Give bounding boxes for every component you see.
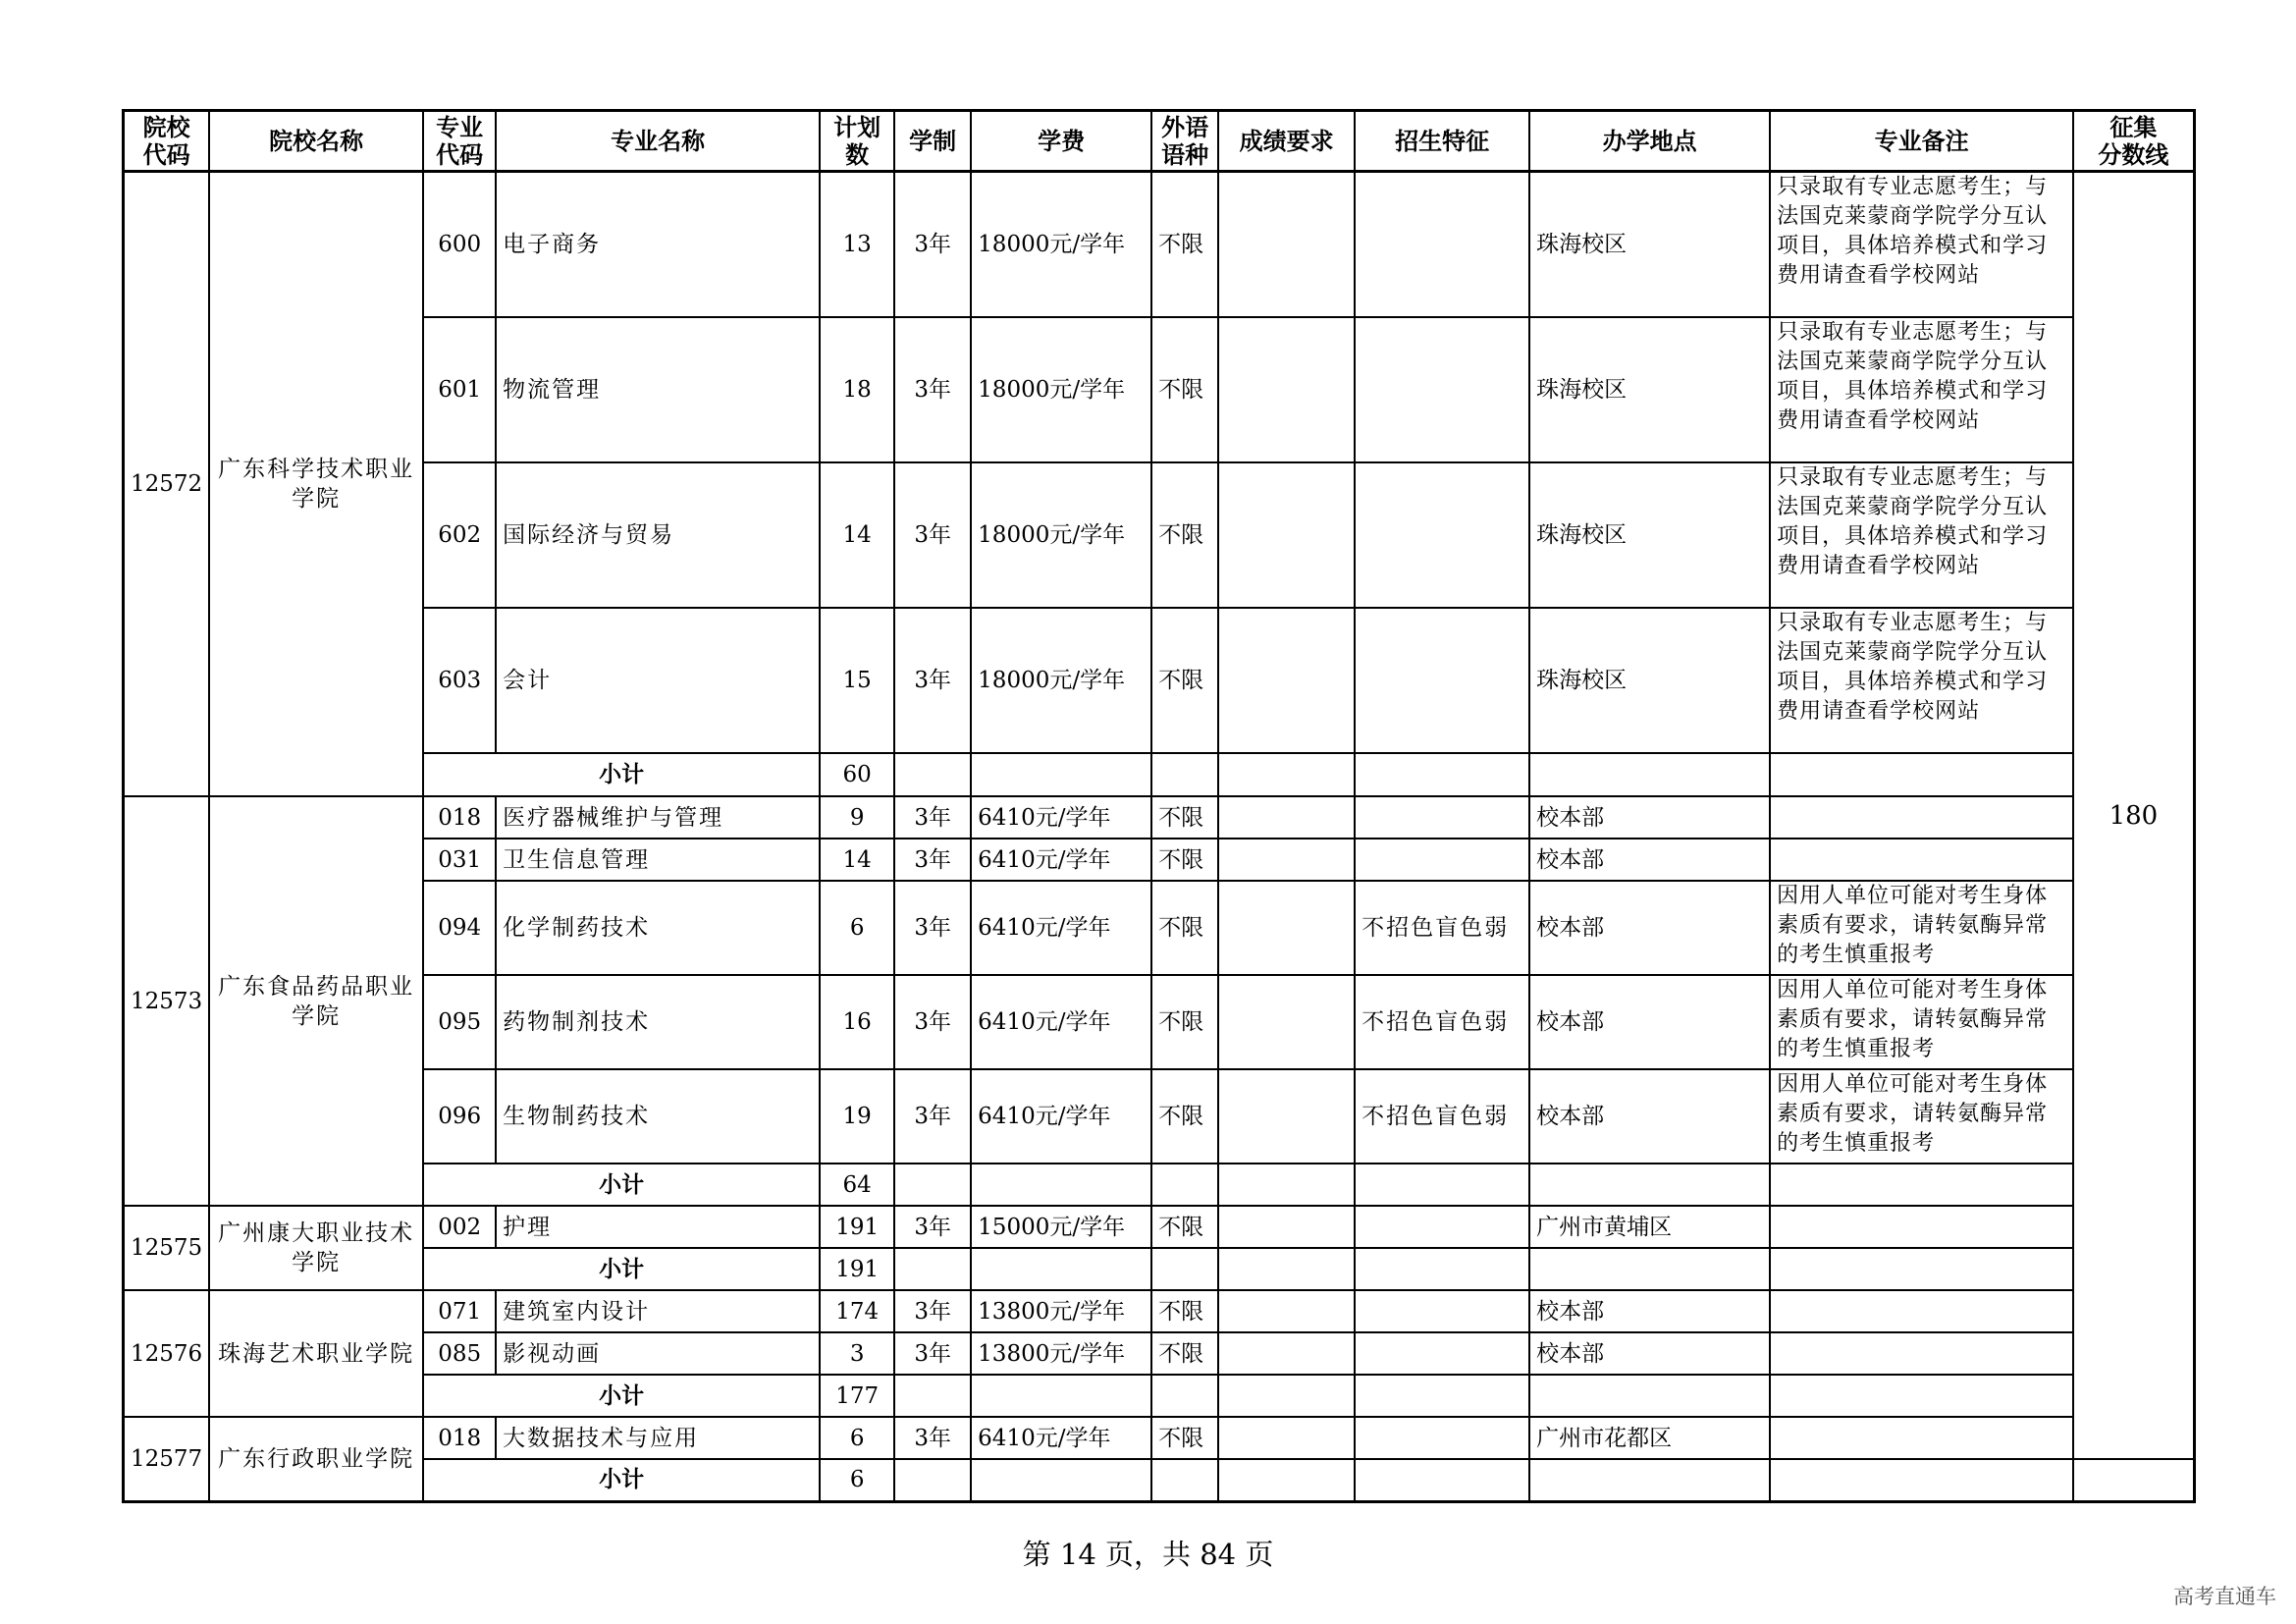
fee: 18000元/学年 [971, 317, 1151, 462]
subtotal-row [124, 1164, 2195, 1206]
features [1355, 1290, 1529, 1332]
school-code: 12576 [124, 1290, 210, 1417]
subtotal-row [124, 1375, 2195, 1417]
major-note: 因用人单位可能对考生身体素质有要求，请转氨酶异常的考生慎重报考 [1770, 1069, 2073, 1164]
table-row [124, 608, 2195, 753]
language: 不限 [1151, 839, 1218, 881]
score-requirement [1218, 1069, 1355, 1164]
plan-count: 19 [820, 1069, 894, 1164]
score-requirement [1218, 881, 1355, 975]
plan-count: 6 [820, 881, 894, 975]
major-name: 药物制剂技术 [496, 975, 820, 1069]
score-requirement [1218, 839, 1355, 881]
plan-count: 191 [820, 1206, 894, 1248]
page-number: 第 14 页，共 84 页 [1022, 1538, 1274, 1571]
subtotal-value: 6 [820, 1459, 894, 1501]
school-name: 广东行政职业学院 [209, 1417, 423, 1501]
years: 3年 [894, 1290, 971, 1332]
plan-count: 18 [820, 317, 894, 462]
features [1355, 1332, 1529, 1375]
subtotal-label: 小计 [423, 1248, 820, 1290]
language: 不限 [1151, 796, 1218, 839]
plan-count: 3 [820, 1332, 894, 1375]
header-score-requirement: 成绩要求 [1218, 111, 1355, 172]
features: 不招色盲色弱 [1355, 975, 1529, 1069]
subtotal-label: 小计 [423, 1164, 820, 1206]
school-code: 12575 [124, 1206, 210, 1290]
features: 不招色盲色弱 [1355, 1069, 1529, 1164]
table-row [124, 839, 2195, 881]
header-major-name: 专业名称 [496, 111, 820, 172]
school-name: 广州康大职业技术学院 [209, 1206, 423, 1290]
table-row [124, 1069, 2195, 1164]
features [1355, 317, 1529, 462]
major-note [1770, 1332, 2073, 1375]
major-note: 只录取有专业志愿考生；与法国克莱蒙商学院学分互认项目，具体培养模式和学习费用请查看学校网站 [1770, 608, 2073, 753]
years: 3年 [894, 317, 971, 462]
fee: 6410元/学年 [971, 881, 1151, 975]
subtotal-value: 60 [820, 753, 894, 796]
major-code: 095 [423, 975, 496, 1069]
major-name: 护理 [496, 1206, 820, 1248]
school-name: 广东食品药品职业学院 [209, 796, 423, 1206]
fee: 18000元/学年 [971, 462, 1151, 608]
table-row [124, 881, 2195, 975]
subtotal-label: 小计 [423, 1459, 820, 1501]
location: 珠海校区 [1529, 172, 1770, 318]
major-code: 018 [423, 1417, 496, 1459]
major-note [1770, 1206, 2073, 1248]
language: 不限 [1151, 1290, 1218, 1332]
school-code: 12572 [124, 172, 210, 797]
major-note: 只录取有专业志愿考生；与法国克莱蒙商学院学分互认项目，具体培养模式和学习费用请查看学校网站 [1770, 462, 2073, 608]
location: 校本部 [1529, 1332, 1770, 1375]
plan-count: 16 [820, 975, 894, 1069]
header-notes: 专业备注 [1770, 111, 2073, 172]
table-row [124, 975, 2195, 1069]
header-cutoff: 征集 分数线 [2073, 111, 2194, 172]
major-note [1770, 796, 2073, 839]
fee: 6410元/学年 [971, 796, 1151, 839]
major-code: 601 [423, 317, 496, 462]
cutoff-score: 180 [2073, 172, 2194, 1460]
score-requirement [1218, 608, 1355, 753]
location: 珠海校区 [1529, 462, 1770, 608]
subtotal-value: 64 [820, 1164, 894, 1206]
fee: 15000元/学年 [971, 1206, 1151, 1248]
fee: 18000元/学年 [971, 608, 1151, 753]
location: 校本部 [1529, 1069, 1770, 1164]
score-requirement [1218, 1206, 1355, 1248]
major-code: 002 [423, 1206, 496, 1248]
major-note [1770, 1417, 2073, 1459]
features [1355, 796, 1529, 839]
plan-count: 6 [820, 1417, 894, 1459]
location: 校本部 [1529, 839, 1770, 881]
major-name: 建筑室内设计 [496, 1290, 820, 1332]
major-code: 085 [423, 1332, 496, 1375]
location: 校本部 [1529, 1290, 1770, 1332]
table-row [124, 1206, 2195, 1248]
plan-count: 15 [820, 608, 894, 753]
fee: 6410元/学年 [971, 839, 1151, 881]
features [1355, 462, 1529, 608]
features [1355, 839, 1529, 881]
features: 不招色盲色弱 [1355, 881, 1529, 975]
score-requirement [1218, 1332, 1355, 1375]
header-school-code: 院校 代码 [124, 111, 210, 172]
language: 不限 [1151, 881, 1218, 975]
header-school-name: 院校名称 [209, 111, 423, 172]
score-requirement [1218, 462, 1355, 608]
major-name: 影视动画 [496, 1332, 820, 1375]
plan-count: 174 [820, 1290, 894, 1332]
years: 3年 [894, 839, 971, 881]
features [1355, 1206, 1529, 1248]
major-code: 602 [423, 462, 496, 608]
subtotal-label: 小计 [423, 753, 820, 796]
years: 3年 [894, 975, 971, 1069]
language: 不限 [1151, 608, 1218, 753]
major-name: 会计 [496, 608, 820, 753]
table-row [124, 462, 2195, 608]
subtotal-value: 177 [820, 1375, 894, 1417]
location: 广州市黄埔区 [1529, 1206, 1770, 1248]
fee: 6410元/学年 [971, 975, 1151, 1069]
major-name: 大数据技术与应用 [496, 1417, 820, 1459]
language: 不限 [1151, 1206, 1218, 1248]
table-row [124, 317, 2195, 462]
fee: 13800元/学年 [971, 1332, 1151, 1375]
major-note: 只录取有专业志愿考生；与法国克莱蒙商学院学分互认项目，具体培养模式和学习费用请查看学校网站 [1770, 172, 2073, 318]
score-requirement [1218, 1290, 1355, 1332]
score-requirement [1218, 317, 1355, 462]
major-code: 018 [423, 796, 496, 839]
major-name: 医疗器械维护与管理 [496, 796, 820, 839]
header-plan: 计划 数 [820, 111, 894, 172]
score-requirement [1218, 1417, 1355, 1459]
major-name: 物流管理 [496, 317, 820, 462]
school-code: 12573 [124, 796, 210, 1206]
years: 3年 [894, 1069, 971, 1164]
language: 不限 [1151, 317, 1218, 462]
table-row [124, 172, 2195, 318]
table-row [124, 1417, 2195, 1459]
major-name: 电子商务 [496, 172, 820, 318]
years: 3年 [894, 172, 971, 318]
years: 3年 [894, 881, 971, 975]
years: 3年 [894, 1417, 971, 1459]
major-code: 603 [423, 608, 496, 753]
language: 不限 [1151, 172, 1218, 318]
years: 3年 [894, 796, 971, 839]
school-code: 12577 [124, 1417, 210, 1501]
language: 不限 [1151, 1332, 1218, 1375]
major-name: 生物制药技术 [496, 1069, 820, 1164]
fee: 6410元/学年 [971, 1069, 1151, 1164]
school-name: 广东科学技术职业学院 [209, 172, 423, 797]
watermark: 高考直通车 [2173, 1585, 2276, 1608]
major-note [1770, 1290, 2073, 1332]
table-header-row [124, 111, 2195, 172]
subtotal-row [124, 753, 2195, 796]
years: 3年 [894, 1332, 971, 1375]
location: 校本部 [1529, 796, 1770, 839]
header-language: 外语 语种 [1151, 111, 1218, 172]
language: 不限 [1151, 462, 1218, 608]
location: 广州市花都区 [1529, 1417, 1770, 1459]
major-code: 096 [423, 1069, 496, 1164]
fee: 13800元/学年 [971, 1290, 1151, 1332]
language: 不限 [1151, 1069, 1218, 1164]
location: 校本部 [1529, 975, 1770, 1069]
major-name: 国际经济与贸易 [496, 462, 820, 608]
major-code: 600 [423, 172, 496, 318]
years: 3年 [894, 462, 971, 608]
major-name: 化学制药技术 [496, 881, 820, 975]
score-requirement [1218, 975, 1355, 1069]
header-major-code: 专业 代码 [423, 111, 496, 172]
plan-count: 13 [820, 172, 894, 318]
header-fee: 学费 [971, 111, 1151, 172]
features [1355, 172, 1529, 318]
fee: 18000元/学年 [971, 172, 1151, 318]
features [1355, 608, 1529, 753]
location: 珠海校区 [1529, 317, 1770, 462]
subtotal-row [124, 1248, 2195, 1290]
major-name: 卫生信息管理 [496, 839, 820, 881]
admission-plan-table [122, 109, 2196, 1503]
major-note: 因用人单位可能对考生身体素质有要求，请转氨酶异常的考生慎重报考 [1770, 975, 2073, 1069]
years: 3年 [894, 1206, 971, 1248]
plan-count: 9 [820, 796, 894, 839]
school-name: 珠海艺术职业学院 [209, 1290, 423, 1417]
score-requirement [1218, 796, 1355, 839]
features [1355, 1417, 1529, 1459]
language: 不限 [1151, 975, 1218, 1069]
table-row [124, 1290, 2195, 1332]
location: 珠海校区 [1529, 608, 1770, 753]
subtotal-label: 小计 [423, 1375, 820, 1417]
major-code: 094 [423, 881, 496, 975]
plan-count: 14 [820, 839, 894, 881]
subtotal-value: 191 [820, 1248, 894, 1290]
header-years: 学制 [894, 111, 971, 172]
major-note: 只录取有专业志愿考生；与法国克莱蒙商学院学分互认项目，具体培养模式和学习费用请查看学校网站 [1770, 317, 2073, 462]
table-row [124, 1332, 2195, 1375]
years: 3年 [894, 608, 971, 753]
major-note [1770, 839, 2073, 881]
table-row [124, 796, 2195, 839]
plan-count: 14 [820, 462, 894, 608]
header-location: 办学地点 [1529, 111, 1770, 172]
major-code: 031 [423, 839, 496, 881]
major-note: 因用人单位可能对考生身体素质有要求，请转氨酶异常的考生慎重报考 [1770, 881, 2073, 975]
header-features: 招生特征 [1355, 111, 1529, 172]
score-requirement [1218, 172, 1355, 318]
location: 校本部 [1529, 881, 1770, 975]
major-code: 071 [423, 1290, 496, 1332]
fee: 6410元/学年 [971, 1417, 1151, 1459]
language: 不限 [1151, 1417, 1218, 1459]
subtotal-row [124, 1459, 2195, 1501]
